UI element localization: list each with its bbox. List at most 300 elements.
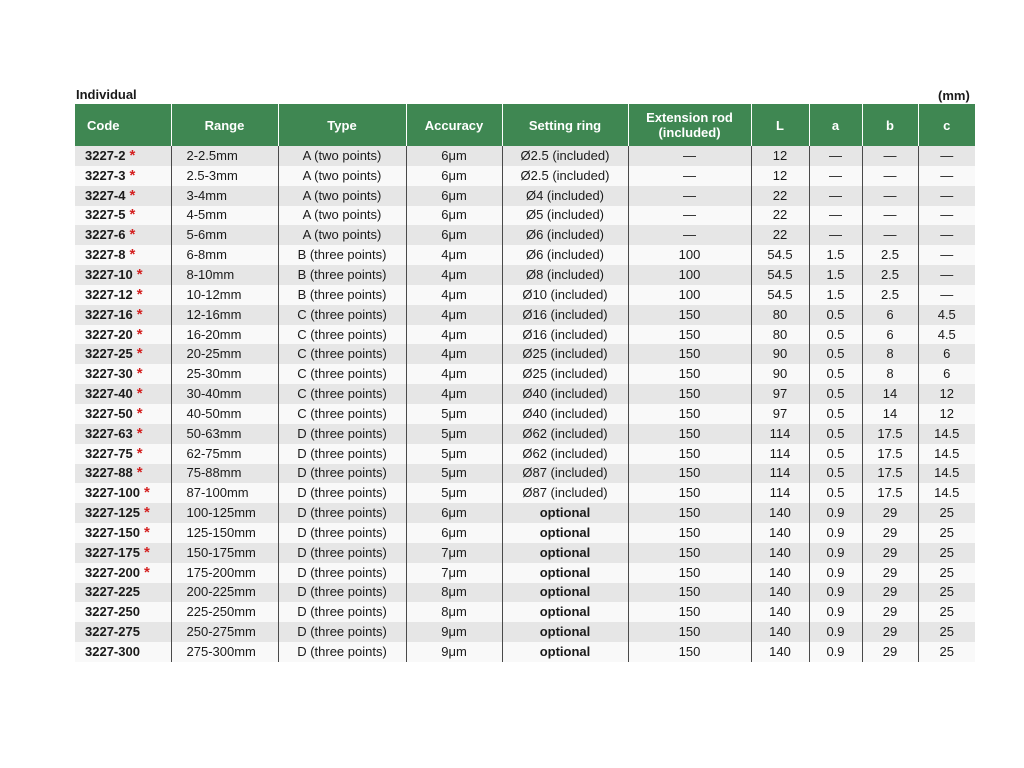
cell-a	[809, 583, 862, 603]
star-icon: *	[136, 464, 143, 482]
cell-l	[751, 225, 809, 245]
code-value: 3227-30	[85, 366, 133, 382]
extension-rod-value: 150	[678, 306, 701, 322]
a-value: 0.5	[826, 465, 845, 481]
col-header-setting-ring: Setting ring	[502, 104, 628, 146]
setting-ring-value: Ø6 (included)	[525, 247, 605, 263]
cell-b	[862, 424, 918, 444]
a-value: 0.9	[826, 584, 845, 600]
extension-rod-value: 150	[678, 644, 701, 660]
l-value: 80	[772, 326, 788, 342]
accuracy-value: 6μm	[441, 147, 467, 163]
setting-ring-value: optional	[539, 524, 591, 540]
cell-code	[75, 424, 171, 444]
cell-c	[918, 146, 975, 166]
l-value: 12	[772, 147, 788, 163]
cell-extension-rod	[628, 583, 751, 603]
cell-setting-ring	[502, 424, 628, 444]
cell-type	[278, 503, 406, 523]
a-value: 1.5	[826, 266, 845, 282]
cell-type	[278, 523, 406, 543]
extension-rod-value: 150	[678, 465, 701, 481]
star-icon: *	[136, 424, 143, 442]
cell-code	[75, 364, 171, 384]
cell-range	[171, 166, 278, 186]
cell-c	[918, 583, 975, 603]
l-value: 114	[769, 485, 791, 501]
cell-extension-rod	[628, 186, 751, 206]
cell-range	[171, 404, 278, 424]
type-value: C (three points)	[297, 346, 387, 362]
cell-setting-ring	[502, 444, 628, 464]
cell-l	[751, 364, 809, 384]
table-row	[75, 344, 975, 364]
cell-l	[751, 166, 809, 186]
range-value: 5-6mm	[186, 227, 227, 243]
extension-rod-value: 150	[678, 425, 701, 441]
table-row	[75, 186, 975, 206]
extension-rod-value: —	[683, 147, 696, 163]
cell-b	[862, 602, 918, 622]
range-value: 25-30mm	[186, 366, 242, 382]
table-row	[75, 305, 975, 325]
cell-setting-ring	[502, 464, 628, 484]
c-value: 25	[939, 624, 954, 640]
cell-b	[862, 384, 918, 404]
star-icon: *	[143, 563, 150, 581]
range-value: 3-4mm	[186, 187, 227, 203]
l-value: 140	[769, 524, 791, 540]
b-value: —	[883, 147, 897, 163]
cell-range	[171, 483, 278, 503]
table-row	[75, 146, 975, 166]
cell-code	[75, 404, 171, 424]
col-header-extension-rod: Extension rod (included)	[628, 104, 751, 146]
setting-ring-value: Ø62 (included)	[522, 425, 608, 441]
cell-c	[918, 602, 975, 622]
cell-extension-rod	[628, 206, 751, 226]
extension-rod-value: 150	[678, 485, 701, 501]
a-value: 0.9	[826, 564, 845, 580]
type-value: D (three points)	[297, 425, 387, 441]
table-row	[75, 245, 975, 265]
b-value: 6	[886, 306, 894, 322]
c-value: 12	[939, 405, 954, 421]
cell-range	[171, 305, 278, 325]
cell-a	[809, 543, 862, 563]
cell-b	[862, 245, 918, 265]
setting-ring-value: optional	[539, 564, 591, 580]
extension-rod-value: 150	[678, 505, 701, 521]
l-value: 97	[772, 386, 788, 402]
setting-ring-value: Ø25 (included)	[522, 366, 608, 382]
cell-range	[171, 543, 278, 563]
cell-accuracy	[406, 404, 502, 424]
cell-setting-ring	[502, 563, 628, 583]
cell-code	[75, 483, 171, 503]
col-header-range: Range	[171, 104, 278, 146]
table-row	[75, 384, 975, 404]
col-header-c: c	[918, 104, 975, 146]
cell-accuracy	[406, 563, 502, 583]
b-value: 2.5	[880, 266, 900, 282]
cell-extension-rod	[628, 344, 751, 364]
star-icon: *	[129, 226, 136, 244]
accuracy-value: 5μm	[441, 405, 467, 421]
cell-a	[809, 444, 862, 464]
l-value: 54.5	[767, 286, 793, 302]
table-row	[75, 523, 975, 543]
a-value: 0.5	[826, 405, 845, 421]
cell-c	[918, 245, 975, 265]
type-value: D (three points)	[297, 544, 387, 560]
table-row	[75, 364, 975, 384]
type-value: D (three points)	[297, 505, 387, 521]
cell-c	[918, 563, 975, 583]
range-value: 50-63mm	[186, 425, 242, 441]
type-value: D (three points)	[297, 465, 387, 481]
extension-rod-value: 100	[678, 247, 701, 263]
cell-code	[75, 563, 171, 583]
accuracy-value: 4μm	[441, 386, 467, 402]
extension-rod-value: —	[683, 207, 696, 223]
cell-a	[809, 344, 862, 364]
b-value: 29	[882, 505, 898, 521]
cell-type	[278, 206, 406, 226]
code-value: 3227-5	[85, 207, 126, 223]
cell-l	[751, 146, 809, 166]
cell-c	[918, 225, 975, 245]
star-icon: *	[129, 246, 136, 264]
star-icon: *	[136, 345, 143, 363]
cell-l	[751, 483, 809, 503]
cell-b	[862, 642, 918, 662]
code-value: 3227-63	[85, 425, 133, 441]
extension-rod-value: 100	[678, 266, 701, 282]
cell-extension-rod	[628, 523, 751, 543]
cell-l	[751, 305, 809, 325]
cell-b	[862, 583, 918, 603]
range-value: 225-250mm	[186, 604, 256, 620]
accuracy-value: 7μm	[441, 544, 467, 560]
b-value: 29	[882, 564, 898, 580]
range-value: 87-100mm	[186, 485, 249, 501]
b-value: —	[883, 167, 897, 183]
cell-b	[862, 563, 918, 583]
setting-ring-value: optional	[539, 544, 591, 560]
l-value: 114	[769, 445, 791, 461]
cell-b	[862, 483, 918, 503]
cell-a	[809, 464, 862, 484]
extension-rod-value: —	[683, 167, 696, 183]
a-value: 0.5	[826, 326, 845, 342]
cell-a	[809, 523, 862, 543]
cell-setting-ring	[502, 186, 628, 206]
col-header-b: b	[862, 104, 918, 146]
cell-l	[751, 583, 809, 603]
cell-range	[171, 583, 278, 603]
type-value: D (three points)	[297, 644, 387, 660]
cell-type	[278, 146, 406, 166]
type-value: D (three points)	[297, 584, 387, 600]
a-value: 0.9	[826, 644, 845, 660]
cell-setting-ring	[502, 225, 628, 245]
code-value: 3227-4	[85, 187, 126, 203]
c-value: 12	[939, 386, 954, 402]
c-value: —	[940, 227, 954, 243]
l-value: 22	[772, 227, 788, 243]
accuracy-value: 7μm	[441, 564, 467, 580]
range-value: 10-12mm	[186, 286, 242, 302]
code-value: 3227-200	[85, 564, 140, 580]
cell-type	[278, 305, 406, 325]
extension-rod-value: 150	[678, 524, 701, 540]
cell-setting-ring	[502, 364, 628, 384]
cell-a	[809, 186, 862, 206]
cell-type	[278, 444, 406, 464]
cell-extension-rod	[628, 622, 751, 642]
l-value: 12	[772, 167, 788, 183]
cell-accuracy	[406, 325, 502, 345]
cell-a	[809, 563, 862, 583]
table-row	[75, 444, 975, 464]
cell-accuracy	[406, 344, 502, 364]
accuracy-value: 6μm	[441, 505, 467, 521]
type-value: D (three points)	[297, 485, 387, 501]
cell-accuracy	[406, 483, 502, 503]
cell-range	[171, 225, 278, 245]
cell-type	[278, 364, 406, 384]
range-value: 6-8mm	[186, 247, 227, 263]
cell-range	[171, 602, 278, 622]
accuracy-value: 6μm	[441, 227, 467, 243]
cell-type	[278, 325, 406, 345]
range-value: 40-50mm	[186, 405, 242, 421]
cell-range	[171, 364, 278, 384]
cell-l	[751, 404, 809, 424]
a-value: 0.5	[826, 445, 845, 461]
cell-type	[278, 424, 406, 444]
cell-accuracy	[406, 622, 502, 642]
cell-type	[278, 225, 406, 245]
cell-a	[809, 206, 862, 226]
l-value: 140	[769, 505, 791, 521]
cell-extension-rod	[628, 265, 751, 285]
cell-accuracy	[406, 305, 502, 325]
table-row	[75, 622, 975, 642]
cell-b	[862, 464, 918, 484]
cell-l	[751, 444, 809, 464]
cell-code	[75, 325, 171, 345]
cell-a	[809, 305, 862, 325]
c-value: 14.5	[934, 465, 960, 481]
cell-b	[862, 444, 918, 464]
b-value: 14	[882, 405, 898, 421]
cell-b	[862, 503, 918, 523]
cell-b	[862, 305, 918, 325]
cell-c	[918, 483, 975, 503]
cell-l	[751, 265, 809, 285]
cell-b	[862, 206, 918, 226]
table-row	[75, 404, 975, 424]
accuracy-value: 4μm	[441, 366, 467, 382]
cell-l	[751, 245, 809, 265]
setting-ring-value: Ø2.5 (included)	[520, 147, 610, 163]
cell-a	[809, 325, 862, 345]
cell-code	[75, 206, 171, 226]
table-row	[75, 563, 975, 583]
type-value: C (three points)	[297, 405, 387, 421]
cell-code	[75, 245, 171, 265]
cell-extension-rod	[628, 364, 751, 384]
cell-l	[751, 622, 809, 642]
type-value: B (three points)	[297, 266, 387, 282]
c-value: —	[940, 167, 954, 183]
cell-type	[278, 186, 406, 206]
cell-b	[862, 404, 918, 424]
cell-code	[75, 642, 171, 662]
cell-setting-ring	[502, 285, 628, 305]
range-value: 16-20mm	[186, 326, 242, 342]
cell-range	[171, 325, 278, 345]
type-value: C (three points)	[297, 386, 387, 402]
type-value: D (three points)	[297, 604, 387, 620]
setting-ring-value: Ø16 (included)	[522, 326, 608, 342]
cell-range	[171, 444, 278, 464]
table-row	[75, 166, 975, 186]
cell-l	[751, 325, 809, 345]
star-icon: *	[136, 265, 143, 283]
cell-c	[918, 622, 975, 642]
cell-accuracy	[406, 503, 502, 523]
c-value: 25	[939, 564, 954, 580]
cell-accuracy	[406, 543, 502, 563]
cell-type	[278, 543, 406, 563]
c-value: —	[940, 207, 954, 223]
col-header-code: Code	[75, 104, 171, 146]
cell-code	[75, 602, 171, 622]
cell-accuracy	[406, 583, 502, 603]
accuracy-value: 6μm	[441, 167, 467, 183]
c-value: 25	[939, 584, 954, 600]
c-value: 14.5	[934, 445, 960, 461]
cell-c	[918, 543, 975, 563]
spec-table	[75, 104, 975, 662]
b-value: 29	[882, 644, 898, 660]
cell-code	[75, 186, 171, 206]
type-value: A (two points)	[302, 227, 382, 243]
range-value: 200-225mm	[186, 584, 256, 600]
table-row	[75, 583, 975, 603]
cell-setting-ring	[502, 543, 628, 563]
star-icon: *	[136, 385, 143, 403]
cell-code	[75, 146, 171, 166]
cell-c	[918, 444, 975, 464]
header-row	[75, 104, 975, 146]
cell-b	[862, 265, 918, 285]
type-value: C (three points)	[297, 326, 387, 342]
l-value: 140	[769, 624, 791, 640]
star-icon: *	[136, 325, 143, 343]
b-value: 29	[882, 584, 898, 600]
c-value: —	[940, 147, 954, 163]
extension-rod-value: 150	[678, 604, 701, 620]
extension-rod-value: —	[683, 227, 696, 243]
table-body	[75, 146, 975, 662]
code-value: 3227-25	[85, 346, 133, 362]
c-value: —	[940, 266, 954, 282]
l-value: 140	[769, 564, 791, 580]
cell-b	[862, 543, 918, 563]
cell-setting-ring	[502, 245, 628, 265]
accuracy-value: 6μm	[441, 207, 467, 223]
extension-rod-value: 150	[678, 445, 701, 461]
l-value: 54.5	[767, 247, 793, 263]
cell-range	[171, 206, 278, 226]
range-value: 8-10mm	[186, 266, 235, 282]
cell-a	[809, 384, 862, 404]
range-value: 20-25mm	[186, 346, 242, 362]
accuracy-value: 8μm	[441, 584, 467, 600]
accuracy-value: 9μm	[441, 644, 467, 660]
a-value: 0.5	[826, 306, 845, 322]
type-value: B (three points)	[297, 247, 387, 263]
cell-l	[751, 543, 809, 563]
extension-rod-value: 150	[678, 326, 701, 342]
cell-b	[862, 325, 918, 345]
cell-a	[809, 265, 862, 285]
cell-type	[278, 384, 406, 404]
c-value: 14.5	[934, 485, 960, 501]
type-value: A (two points)	[302, 207, 382, 223]
accuracy-value: 6μm	[441, 187, 467, 203]
code-value: 3227-3	[85, 167, 126, 183]
code-value: 3227-10	[85, 266, 133, 282]
c-value: 25	[939, 644, 954, 660]
cell-range	[171, 523, 278, 543]
cell-accuracy	[406, 602, 502, 622]
cell-a	[809, 285, 862, 305]
star-icon: *	[143, 504, 150, 522]
star-icon: *	[143, 484, 150, 502]
cell-type	[278, 344, 406, 364]
accuracy-value: 4μm	[441, 346, 467, 362]
b-value: —	[883, 227, 897, 243]
accuracy-value: 5μm	[441, 445, 467, 461]
cell-b	[862, 225, 918, 245]
code-value: 3227-300	[85, 644, 140, 660]
cell-a	[809, 503, 862, 523]
cell-type	[278, 464, 406, 484]
cell-setting-ring	[502, 503, 628, 523]
c-value: 25	[939, 505, 954, 521]
cell-extension-rod	[628, 444, 751, 464]
cell-extension-rod	[628, 245, 751, 265]
cell-setting-ring	[502, 384, 628, 404]
cell-c	[918, 503, 975, 523]
a-value: 0.5	[826, 386, 845, 402]
a-value: 1.5	[826, 286, 845, 302]
cell-c	[918, 305, 975, 325]
setting-ring-value: optional	[539, 624, 591, 640]
accuracy-value: 8μm	[441, 604, 467, 620]
range-value: 150-175mm	[186, 544, 256, 560]
cell-setting-ring	[502, 166, 628, 186]
code-value: 3227-150	[85, 524, 140, 540]
extension-rod-value: 150	[678, 544, 701, 560]
code-value: 3227-20	[85, 326, 133, 342]
table-caption: Individual	[76, 87, 137, 102]
